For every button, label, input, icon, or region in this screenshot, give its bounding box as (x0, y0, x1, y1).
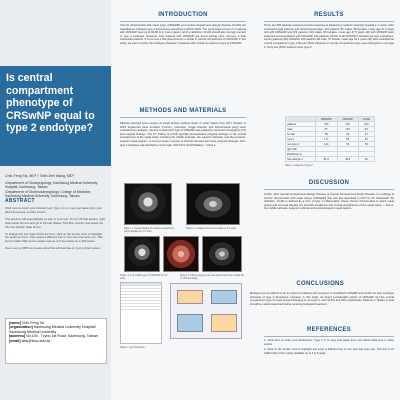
table-cell: 115 (337, 122, 358, 127)
table-row (121, 307, 161, 310)
table-1-image (120, 282, 162, 344)
affiliation-1: ¹Department of Otolaryngology, Kaohsiung Medical University Hospital, Kaohsiung, Taiwan (5, 181, 98, 190)
references-list (264, 339, 394, 357)
table-row (286, 157, 375, 162)
abstract-paragraph: To change the font style of this text box: click on the border once to highlight the entire text box, then select a different font or font size that suits you. This text is Calibri 35pt and is easily read up to 5 feet away on a 4x8 poster. (5, 231, 103, 244)
results-table-caption: Table 1. subjects of type 2. (285, 164, 314, 167)
ct-scan-figure-4 (202, 236, 242, 272)
conclusions-heading: CONCLUSIONS (296, 281, 344, 287)
table-cell: Phadiotop<2 (286, 152, 316, 157)
contact-box (5, 318, 107, 364)
title-band (0, 66, 111, 166)
abstract-paragraph: The text box will automatically re-size to your text. To turn off that feature, right click inside the box and go to Format Shape, Text Box, Autofit, and select the "Do Not Autofit" radio button. (5, 216, 105, 229)
abstract-heading: ABSTRACT (5, 198, 35, 204)
diagram-block (177, 314, 203, 332)
table-cell: 51.2 (315, 157, 337, 162)
discussion-heading: DISCUSSION (308, 180, 350, 186)
table-cell: 52 (358, 157, 374, 162)
ct-scan-figure-2 (186, 183, 240, 225)
reference-item: 2. Click on the border once to highlight and enter a different font or font size that suits you. This text is 24 Calibri 24pt and is easily readable up to 4 to 5 away. (264, 348, 394, 355)
divider (120, 21, 246, 22)
contact-name: [name] Chih-Feng Tai (9, 321, 45, 325)
contact-address: [address] No.100 , Tzyou 1st Road, Kaohsiung, Taiwan (9, 334, 98, 339)
discussion-text: CCAD, other Central Compartment Allergic Disease or Central Compartment Atopic Disease, is a subtype of chronic rhinosinusitis with nasal polyps (CRSwNP) that was first described in 2017 by Dr. DelGaudio. By definition, CCAD is defined as a form of type 2 inflammation where chronic rhinosinusitis in which nasal polyps and mucosal disease are primarily localized to the central compartment of the nasal cavity — that is, the middle turbinate, superior turbinate and posterosuperior nasal septum. (264, 193, 394, 211)
divider (264, 336, 394, 337)
table-cell: 57 (315, 127, 337, 132)
table-cell: 171 (315, 137, 337, 142)
table-cell: 58 (315, 132, 337, 137)
abstract-body (5, 207, 105, 254)
results-text: There are 590 patients received sinusitis surgeries at Kaohsiung medical university hospital in 2 years. After excluded fungal infection and antrochoanal polyp, 315 patients (57 males, 58 females, mean age 47.3 years old) with CRSwNP and 115 patients (116 males, 66 females, mean age 47.5 years old) with CRSsNP were analyzed. Among patients with CRSwNP, 144 patients (49.5% of all CRSwNP) showed non-type 2 endotype. Among patients with CRSsNP, 100 patients did male, 37 female, mean age 51.1 years old) were classified as central compartment type. Fifty-two (54% subjects) of central compartment type were belonged to non-type 2. Forty-five (45%) subjects were type 2. (264, 24, 394, 49)
table-cell: 45 (358, 137, 374, 142)
references-heading: REFERENCES (306, 327, 351, 333)
table-cell: 48.9 (337, 157, 358, 162)
endoscopy-figure (163, 236, 199, 272)
table-cell: 60 (337, 142, 358, 147)
conclusions-text: Biologics are considered to be an option for patients with recurrent or recalcitrant CRSwNP and CCAD, for their endotype character of type 2 dominance. However, in this study, we found considerable portion of CRSwNP and the central compartment type of nasal polyps belonging to non-type 2, with 40.5% and 52% respectively. Patients in Taiwan or Asia should be careful examined before receiving biological treatment. (250, 292, 394, 306)
table-cell: IgE>100 (286, 147, 316, 152)
figure-1-caption: Figure 1. Typical finding of central compartment polyp disease on CT scan. (124, 227, 175, 233)
abstract-paragraph: Zoom out to 100% to preview what this will look like on your printed poster. (5, 246, 101, 251)
table-cell: 100 (358, 122, 374, 127)
methods-heading: METHODS AND MATERIALS (139, 108, 227, 114)
table-cell: 315 (315, 122, 337, 127)
introduction-text: Chronic rhinosinusitis with nasal polyp (CRSwNP) and central compartment allergic disease (CCAD) are classified as endotype type 2 dominances according to EPOS 2020. The percentage of type 2 in patients with CRSwNP rises up to 80-90 % in many papers, and by definition, CCAD should also strongly connect to type 2 endotype. However, Asia patients with CRSwNP are found having more non-type 2 than Caucasian patients. It is not sure if this phenomenon is similar in central compartment of CRSwNP. In this study, we want to clarify the endotype character of patients with central compartment type of CRSwNP. (120, 24, 246, 45)
table-cell: 52 (358, 142, 374, 147)
poster-title: Is central compartment phenotype of CRSwNP equal to type 2 endotype? (6, 72, 95, 135)
reference-item: 1. Click here to insert your References. Type it in or copy and paste from your Word document or other source. (264, 339, 394, 346)
table-1-caption: Table 1. Left of the Non. (120, 346, 146, 349)
table-header-cell: CRSwNP (315, 117, 337, 122)
contact-organization: [organization] Kaohsiung Medical University Hospital/ Kaohsiung Medical University (9, 325, 96, 334)
diagram-block (211, 290, 237, 304)
table-cell: Non-allergic 2 (286, 157, 316, 162)
figure-4-caption: Figure 4. Lifting surgery and nose abnormal in the middle fat in ethmoid polyp. (180, 274, 244, 280)
table-cell: type 2 (286, 137, 316, 142)
introduction-heading: INTRODUCTION (158, 12, 208, 18)
table-cell: non-type 2 (286, 142, 316, 147)
diagram-block (177, 290, 203, 304)
table-cell: 37 (358, 132, 374, 137)
authors-block (5, 174, 107, 198)
table-cell: 55 (337, 137, 358, 142)
figure-2-caption: Figure 2. Isolated ethmoid sinusitis on CT scan. (186, 227, 237, 230)
results-heading: RESULTS (314, 12, 344, 18)
results-table (285, 116, 375, 162)
table-cell: 116 (337, 127, 358, 132)
diagram-figure (170, 283, 242, 339)
divider (264, 189, 394, 190)
table-cell: 144 (315, 142, 337, 147)
figure-3-caption: Figure 3. Left middle type of CRSwNP by CT scan. (120, 274, 168, 280)
table-header-cell: CCAD (358, 117, 374, 122)
author-names: Chih-Feng Tai, MD¹,², Shih-Wei Wang, MD³ (5, 174, 74, 178)
divider (120, 117, 246, 118)
table-cell: 66 (337, 132, 358, 137)
abstract-paragraph: Click here to insert your Abstract text. Type it in or copy and paste from your Word document or other source. (5, 206, 102, 214)
ct-scan-figure-1 (124, 183, 172, 225)
ct-scan-figure-3 (124, 236, 160, 272)
table-cell: patients (286, 122, 316, 127)
affiliation-2: ²Department of Otorhinolaryngology, College of Medicine, Kaohsiung Medical University, Kaohsiung, Taiwan (5, 189, 92, 198)
diagram-block (211, 314, 237, 332)
methods-text: Patients received sinus surgery at single tertiary medical center of south Taiwan from 2017 October to 2019 September were enrolled. Turmors, mucocele, fungal infection and antrochoanal polyp were excluded from analysis. Central compartment type of CRSwNP was judged by computer tomography (CT) and surgical findings. The CT finding of CCAD typically demonstrates polypoid changes in the central compartment of the nasal cavity including the middle turbinate, the superior turbinate, and the posterior-superior nasal septum. In most of cases, mucosa of ethmoid sinuses also have polypoid changes. Non-type 2 endotype was decided by serum IgE >100 IU/ml and Phadiotop < Class 2. (120, 122, 246, 147)
table-cell: female (286, 132, 316, 137)
table-header-cell: CRSsNP (337, 117, 358, 122)
table-cell: male (286, 127, 316, 132)
divider (264, 21, 394, 22)
table-cell: 62 (358, 127, 374, 132)
contact-email: [email] cftai@kmu.edu.tw (9, 338, 51, 343)
